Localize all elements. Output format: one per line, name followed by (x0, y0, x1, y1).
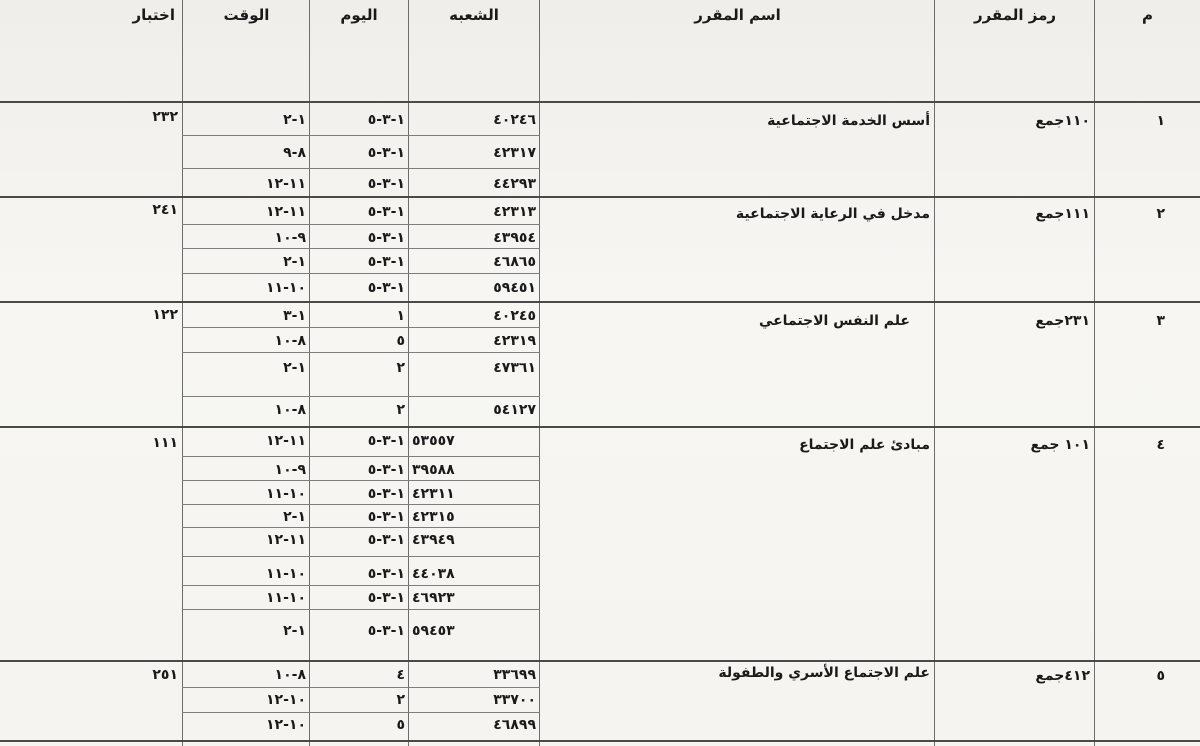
section-number: ٤٢٣١٩ (493, 333, 536, 349)
row-separator (0, 101, 1200, 103)
course-name: علم الاجتماع الأسري والطفولة (718, 665, 930, 681)
subrow-separator (182, 712, 540, 713)
time-value: ١٠-١١ (266, 590, 306, 606)
time-value: ٨-١٠ (274, 333, 306, 349)
subrow-separator (182, 456, 540, 457)
section-number: ٣٩٥٨٨ (412, 462, 455, 478)
row-separator (0, 301, 1200, 303)
row-separator (0, 426, 1200, 428)
section-number: ٤٦٨٩٩ (493, 717, 536, 733)
course-name: علم النفس الاجتماعي (758, 313, 910, 329)
course-code: ١١٠جمع (1035, 113, 1090, 129)
section-number: ٣٣٧٠٠ (493, 692, 536, 708)
header-exam: اختبار (132, 6, 175, 24)
grid-line (309, 0, 310, 746)
subrow-separator (182, 585, 540, 586)
course-number: ١ (1156, 113, 1165, 129)
subrow-separator (182, 396, 540, 397)
time-value: ١١-١٢ (266, 204, 306, 220)
day-value: ١ (396, 308, 405, 324)
exam-code: ١١١ (152, 435, 178, 451)
day-value: ١-٣-٥ (367, 204, 405, 220)
exam-code: ١٢٢ (152, 307, 178, 323)
header-num: م (1142, 6, 1153, 24)
subrow-separator (182, 480, 540, 481)
row-separator (0, 196, 1200, 198)
course-code: ١٠١ جمع (1030, 437, 1090, 453)
subrow-separator (182, 556, 540, 557)
day-value: ١-٣-٥ (367, 509, 405, 525)
row-separator (0, 740, 1200, 742)
time-value: ١-٢ (283, 254, 306, 270)
day-value: ١-٣-٥ (367, 112, 405, 128)
course-name: مبادئ علم الاجتماع (799, 437, 930, 453)
day-value: ١-٣-٥ (367, 254, 405, 270)
section-number: ٤٢٣١٧ (493, 145, 536, 161)
grid-line (1094, 0, 1095, 746)
subrow-separator (182, 687, 540, 688)
course-number: ٥ (1156, 668, 1165, 684)
day-value: ٢ (396, 360, 405, 376)
section-number: ٤٣٩٥٤ (493, 230, 536, 246)
section-number: ٤٢٣١١ (412, 486, 455, 502)
section-number: ٥٩٤٥٣ (412, 623, 455, 639)
course-number: ٢ (1156, 206, 1165, 222)
exam-code: ٢٣٢ (152, 109, 178, 125)
day-value: ٥ (396, 717, 405, 733)
exam-code: ٢٤١ (152, 202, 178, 218)
subrow-separator (182, 504, 540, 505)
time-value: ٩-١٠ (274, 230, 306, 246)
time-value: ١١-١٢ (266, 176, 306, 192)
subrow-separator (182, 168, 540, 169)
time-value: ١٠-١٢ (266, 692, 306, 708)
exam-code: ٢٥١ (152, 667, 178, 683)
section-number: ٥٣٥٥٧ (412, 433, 455, 449)
time-value: ١١-١٢ (266, 433, 306, 449)
section-number: ٤٢٣١٣ (493, 204, 536, 220)
subrow-separator (182, 224, 540, 225)
section-number: ٤٠٢٤٦ (493, 112, 536, 128)
row-separator (0, 660, 1200, 662)
section-number: ٥٤١٢٧ (493, 402, 536, 418)
time-value: ٨-١٠ (274, 667, 306, 683)
section-number: ٤٢٣١٥ (412, 509, 455, 525)
time-value: ١٠-١١ (266, 566, 306, 582)
time-value: ١-٢ (283, 360, 306, 376)
day-value: ١-٣-٥ (367, 590, 405, 606)
header-section: الشعبه (449, 6, 499, 24)
time-value: ١١-١٢ (266, 532, 306, 548)
header-day: اليوم (340, 6, 378, 24)
subrow-separator (182, 248, 540, 249)
subrow-separator (182, 273, 540, 274)
time-value: ١-٣ (283, 308, 306, 324)
time-value: ١٠-١١ (266, 486, 306, 502)
section-number: ٤٠٢٤٥ (493, 308, 536, 324)
time-value: ٩-١٠ (274, 462, 306, 478)
time-value: ٨-٩ (283, 145, 306, 161)
day-value: ١-٣-٥ (367, 532, 405, 548)
day-value: ١-٣-٥ (367, 486, 405, 502)
day-value: ١-٣-٥ (367, 623, 405, 639)
day-value: ٢ (396, 692, 405, 708)
day-value: ١-٣-٥ (367, 462, 405, 478)
time-value: ١-٢ (283, 623, 306, 639)
time-value: ٨-١٠ (274, 402, 306, 418)
subrow-separator (182, 609, 540, 610)
time-value: ١-٢ (283, 112, 306, 128)
time-value: ١-٢ (283, 509, 306, 525)
section-number: ٣٣٦٩٩ (493, 667, 536, 683)
section-number: ٥٩٤٥١ (493, 280, 536, 296)
day-value: ٤ (396, 667, 405, 683)
subrow-separator (182, 135, 540, 136)
day-value: ٢ (396, 402, 405, 418)
course-name: أسس الخدمة الاجتماعية (767, 113, 930, 129)
day-value: ١-٣-٥ (367, 566, 405, 582)
section-number: ٤٧٣٦١ (493, 360, 536, 376)
subrow-separator (182, 327, 540, 328)
grid-line (934, 0, 935, 746)
section-number: ٤٣٩٤٩ (412, 532, 455, 548)
subrow-separator (182, 527, 540, 528)
day-value: ١-٣-٥ (367, 230, 405, 246)
time-value: ١٠-١١ (266, 280, 306, 296)
course-code: ٤١٢جمع (1035, 668, 1090, 684)
header-code: رمز المقرر (973, 6, 1057, 24)
course-number: ٣ (1156, 313, 1165, 329)
day-value: ٥ (396, 333, 405, 349)
section-number: ٤٦٨٦٥ (493, 254, 536, 270)
section-number: ٤٤٠٣٨ (412, 566, 455, 582)
section-number: ٤٤٢٩٣ (493, 176, 536, 192)
grid-line (539, 0, 540, 746)
section-number: ٤٦٩٢٣ (412, 590, 455, 606)
day-value: ١-٣-٥ (367, 176, 405, 192)
course-number: ٤ (1156, 437, 1165, 453)
grid-line (408, 0, 409, 746)
course-code: ١١١جمع (1035, 206, 1090, 222)
course-name: مدخل في الرعاية الاجتماعية (735, 206, 930, 222)
day-value: ١-٣-٥ (367, 280, 405, 296)
subrow-separator (182, 352, 540, 353)
grid-line (182, 0, 183, 746)
header-time: الوقت (223, 6, 270, 24)
header-name: اسم المقرر (694, 6, 781, 24)
day-value: ١-٣-٥ (367, 433, 405, 449)
time-value: ١٠-١٢ (266, 717, 306, 733)
day-value: ١-٣-٥ (367, 145, 405, 161)
course-code: ٢٣١جمع (1035, 313, 1090, 329)
